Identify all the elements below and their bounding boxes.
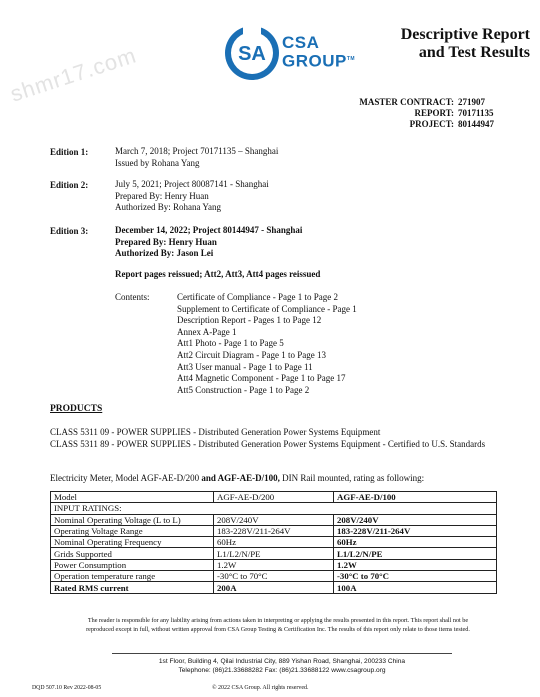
contract-label: MASTER CONTRACT: [359, 97, 454, 107]
csa-group-logo [222, 22, 362, 84]
table-cell: Power Consumption [51, 559, 214, 570]
edition-1-label: Edition 1: [50, 147, 89, 157]
table-cell: 183-228V/211-264V [334, 525, 497, 536]
meter-description [50, 473, 424, 483]
table-cell: Grids Supported [51, 548, 214, 559]
class-list [50, 427, 510, 450]
reissued-note: Report pages reissued; Att2, Att3, Att4 pages reissued [115, 269, 321, 279]
footer-divider [112, 653, 452, 654]
contract-row [300, 97, 502, 108]
contract-value: 70171135 [458, 108, 494, 118]
contract-value: 271907 [458, 97, 485, 107]
table-row [51, 525, 497, 536]
table-section-row [51, 503, 497, 514]
contents-item: Supplement to Certificate of Compliance - Page 1 [177, 303, 357, 314]
logo-tm: TM [346, 56, 356, 62]
meter-text: DIN Rail mounted, rating as following: [279, 473, 425, 483]
contract-row [300, 108, 502, 119]
table-cell: 208V/240V [334, 514, 497, 525]
logo-text: CSA GROUP [282, 33, 347, 71]
contents-label: Contents: [115, 292, 150, 302]
contents-item: Att5 Construction - Page 1 to Page 2 [177, 384, 310, 395]
edition-line: July 5, 2021; Project 80087141 - Shanghai [115, 179, 269, 189]
table-cell: -30°C to 70°C [214, 571, 334, 582]
footer-address-block [112, 657, 452, 675]
svg-text:SA: SA [238, 43, 266, 65]
contents-list [177, 292, 357, 396]
contents-item: Att4 Magnetic Component - Page 1 to Page 17 [177, 373, 346, 384]
table-cell: L1/L2/N/PE [334, 548, 497, 559]
edition-line: Prepared By: Henry Huan [115, 236, 217, 247]
table-row [51, 514, 497, 525]
table-header-row [51, 492, 497, 503]
footer-address: 1st Floor, Building 4, Qilai Industrial City, 889 Yishan Road, Shanghai, 200233 China [158, 658, 406, 665]
table-cell: AGF-AE-D/100 [334, 492, 497, 503]
edition-line: Authorized By: Rohana Yang [115, 202, 221, 212]
contract-label: REPORT: [414, 108, 454, 118]
class-item: CLASS 5311 89 - POWER SUPPLIES - Distributed Generation Power Systems Equipment - Certified to U.S. Standards [50, 438, 486, 449]
meter-text: Electricity Meter, Model AGF-AE-D/200 [50, 473, 202, 483]
contract-row [300, 119, 502, 130]
ratings-table [50, 491, 497, 594]
table-cell: Nominal Operating Voltage (L to L) [51, 514, 214, 525]
title-line-1: Descriptive Report [400, 26, 530, 43]
edition-2-label: Edition 2: [50, 180, 89, 190]
contents-item: Certificate of Compliance - Page 1 to Page 2 [177, 292, 338, 302]
class-item: CLASS 5311 09 - POWER SUPPLIES - Distributed Generation Power Systems Equipment [50, 427, 381, 437]
table-cell: 183-228V/211-264V [214, 525, 334, 536]
table-row [51, 559, 497, 570]
table-cell: Model [51, 492, 214, 503]
contents-item: Description Report - Pages 1 to Page 12 [177, 315, 322, 326]
meter-model-bold: and AGF-AE-D/100, [201, 473, 280, 483]
table-row [51, 537, 497, 548]
table-cell: 1.2W [334, 559, 497, 570]
contents-item: Att3 User manual - Page 1 to Page 11 [177, 361, 313, 372]
table-cell: AGF-AE-D/200 [214, 492, 334, 503]
contents-item: Annex A-Page 1 [177, 326, 237, 337]
table-section: INPUT RATINGS: [51, 503, 497, 514]
edition-3-label: Edition 3: [50, 226, 89, 236]
table-cell: L1/L2/N/PE [214, 548, 334, 559]
edition-1-text [115, 146, 278, 169]
table-cell: 208V/240V [214, 514, 334, 525]
table-row [51, 548, 497, 559]
edition-line: December 14, 2022; Project 80144947 - Shanghai [115, 225, 303, 235]
products-heading: PRODUCTS [50, 404, 103, 414]
title-line-2: and Test Results [418, 44, 530, 61]
edition-3-text [115, 225, 302, 260]
disclaimer [52, 617, 504, 634]
logo-wordmark [282, 34, 362, 70]
edition-line: Issued by Rohana Yang [115, 157, 200, 168]
contract-label: PROJECT: [409, 119, 454, 129]
table-row [51, 571, 497, 582]
table-cell: Operating Voltage Range [51, 525, 214, 536]
edition-line: March 7, 2018; Project 70171135 – Shanghai [115, 146, 279, 156]
table-cell: 1.2W [214, 559, 334, 570]
contents-item: Att1 Photo - Page 1 to Page 5 [177, 338, 284, 349]
disclaimer-line: The reader is responsible for any liability arising from actions taken in interpreting or applying the results presented in this report. This report shall not be [87, 617, 469, 624]
table-cell: 60Hz [214, 537, 334, 548]
edition-line: Prepared By: Henry Huan [115, 190, 209, 201]
footer-contact: Telephone: (86)21.33688282 Fax: (86)21.33688122 www.csagroup.org [178, 667, 386, 674]
table-row [51, 582, 497, 593]
table-cell: -30°C to 70°C [334, 571, 497, 582]
edition-line: Authorized By: Jason Lei [115, 248, 214, 258]
copyright: © 2022 CSA Group. All rights reserved. [212, 685, 309, 691]
form-id: DQD 507.10 Rev 2022-08-05 [32, 685, 102, 691]
table-cell: Operation temperature range [51, 571, 214, 582]
disclaimer-line: reproduced except in full, without written approval from CSA Group Testing & Certification Inc. The results of this report only relate to those items tested. [86, 625, 470, 633]
contents-item: Att2 Circuit Diagram - Page 1 to Page 13 [177, 349, 326, 360]
watermark: shmr17.com [7, 42, 140, 107]
contract-block [300, 97, 502, 130]
table-cell: 100A [334, 582, 497, 593]
table-cell: Rated RMS current [51, 582, 214, 593]
report-title [370, 26, 530, 62]
table-cell: 200A [214, 582, 334, 593]
table-cell: 60Hz [334, 537, 497, 548]
table-cell: Nominal Operating Frequency [51, 537, 214, 548]
contract-value: 80144947 [458, 119, 494, 129]
edition-2-text [115, 179, 269, 214]
